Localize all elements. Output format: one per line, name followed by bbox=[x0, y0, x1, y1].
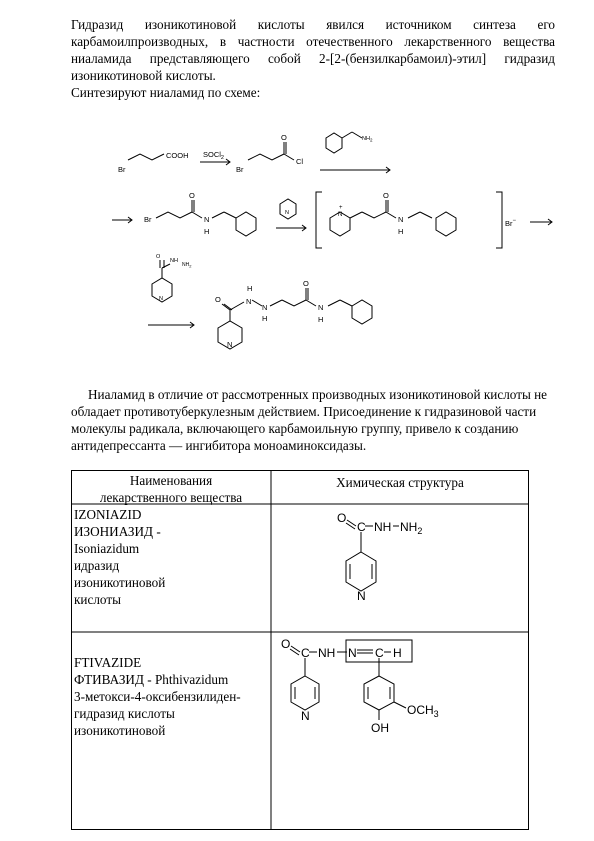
oxygen-label-2: O bbox=[189, 191, 195, 200]
row1-name-line: ИЗОНИАЗИД - bbox=[74, 524, 161, 539]
ftiv-och3-label: $OCH_3$ bbox=[407, 703, 439, 719]
reagent-oxygen-label: O bbox=[156, 254, 161, 260]
isoniazid-structure bbox=[271, 504, 529, 632]
row1-name-line: кислоты bbox=[74, 592, 121, 607]
pyridine-n-label-2: N bbox=[227, 340, 233, 349]
row2-name-line: изоникотиновой bbox=[74, 723, 166, 738]
intro-line-5: Синтезируют ниаламид по схеме: bbox=[71, 85, 261, 100]
reagent-nh-label: NH bbox=[170, 258, 178, 264]
table-row-2-name bbox=[74, 654, 269, 739]
reagent-nh2-label: $NH_2$ bbox=[182, 262, 192, 269]
iso-nh-label: NH bbox=[374, 520, 392, 534]
oxygen-label-4: O bbox=[215, 295, 221, 304]
nialamide-synthesis-scheme bbox=[0, 110, 594, 380]
row2-name-line: гидразид кислоты bbox=[74, 706, 175, 721]
h-label-3: H bbox=[247, 284, 253, 293]
h-label-4: H bbox=[262, 314, 268, 323]
n-label-3: N bbox=[246, 297, 252, 306]
row1-name-line: идразид bbox=[74, 558, 120, 573]
ftiv-pyridine-n-label: N bbox=[301, 709, 310, 723]
h-label-1: H bbox=[204, 227, 210, 236]
ftiv-o-label: O bbox=[281, 637, 291, 651]
h-label-5: H bbox=[318, 315, 324, 324]
intro-line-4: изоникотиновой кислоты. bbox=[71, 68, 216, 83]
para2-line-4: антидепрессанта — ингибитора моноаминоксидазы. bbox=[71, 438, 367, 453]
col1-header-line1: Наименования bbox=[129, 473, 213, 488]
br-label-3: Br bbox=[144, 215, 152, 224]
ftiv-oh-label: OH bbox=[371, 721, 389, 735]
pyridinium-n-label: N bbox=[338, 212, 343, 218]
n-label-4: N bbox=[262, 303, 268, 312]
pyridine-n-label: N bbox=[285, 210, 289, 216]
oxygen-label-3: O bbox=[383, 191, 389, 200]
n-label-2: N bbox=[398, 215, 404, 224]
reagent-n-label: N bbox=[159, 296, 163, 302]
iso-c-label: C bbox=[357, 520, 366, 534]
br-label-2: Br bbox=[236, 165, 244, 174]
oxygen-label-5: O bbox=[303, 279, 309, 288]
para2-line-3: молекулы радикала, включающего карбамоильную группу, привело к созданию bbox=[71, 421, 519, 436]
n-label-1: N bbox=[204, 215, 210, 224]
row2-name-line: ФТИВАЗИД - Phthivazidum bbox=[74, 672, 229, 687]
nh2-label-1: $NH_2$ bbox=[362, 136, 373, 143]
col2-header: Химическая структура bbox=[336, 475, 464, 490]
intro-line-3: ниаламида представляющего собой 2-[2-(бензилкарбамоил)-этил] гидразид bbox=[71, 51, 555, 66]
drug-table bbox=[71, 470, 529, 830]
row2-name-line: 3-метокси-4-оксибензилиден- bbox=[74, 689, 241, 704]
iso-nh2-label: $NH_2$ bbox=[400, 520, 423, 536]
br-minus-label: Br− bbox=[505, 218, 517, 228]
cl-label: Cl bbox=[296, 157, 304, 166]
n-label-5: N bbox=[318, 303, 324, 312]
iso-o-label: O bbox=[337, 511, 347, 525]
ftiv-h-label: H bbox=[393, 646, 402, 660]
plus-label: + bbox=[339, 205, 343, 211]
para2-line-2: обладает противотуберкулезным действием. Присоединение к гидразиновой части bbox=[71, 404, 537, 419]
cooh-label: COOH bbox=[166, 151, 189, 160]
h-label-2: H bbox=[398, 227, 404, 236]
br-label-1: Br bbox=[118, 165, 126, 174]
ftiv-c2-label: C bbox=[375, 646, 384, 660]
intro-line-2: карбамоилпроизводных, в частности отечественного лекарственного вещества bbox=[71, 34, 555, 49]
iso-n-label: N bbox=[357, 589, 366, 603]
ftivazide-structure bbox=[271, 632, 529, 830]
table-row-1-name bbox=[74, 506, 269, 608]
row2-name-line: FTIVAZIDE bbox=[74, 655, 142, 670]
intro-line-1: Гидразид изоникотиновой кислоты явился источником синтеза его bbox=[71, 17, 555, 32]
row1-name-line: Isoniazidum bbox=[74, 541, 140, 556]
row1-name-line: изоникотиновой bbox=[74, 575, 166, 590]
ftiv-c-label: C bbox=[301, 646, 310, 660]
col1-header bbox=[71, 472, 271, 506]
ftiv-nh-label: NH bbox=[318, 646, 336, 660]
socl2-label: SOCl$_2$ bbox=[203, 150, 224, 161]
row1-name-line: IZONIAZID bbox=[74, 507, 142, 522]
ftiv-n-label: N bbox=[348, 646, 357, 660]
col1-header-line2: лекарственного вещества bbox=[99, 490, 243, 505]
oxygen-label-1: O bbox=[281, 133, 287, 142]
para2-line-1: Ниаламид в отличие от рассмотренных производных изоникотиновой кислоты не bbox=[88, 387, 548, 402]
